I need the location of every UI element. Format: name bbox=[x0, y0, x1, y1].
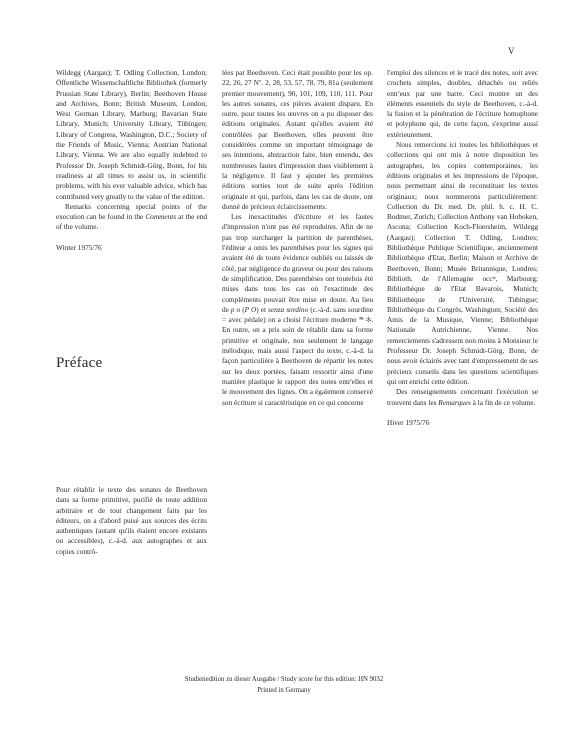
column-left-french bbox=[56, 485, 207, 557]
english-remarks-paragraph: Remarks concerning special points of the execution can be found in the Comments at the end of the volume. bbox=[56, 201, 207, 232]
printed-in-note: Printed in Germany bbox=[257, 687, 311, 694]
french-remarks-paragraph: Des renseignements concernant l'exécution se trouvent dans les Remarques à la fin de ce volume. bbox=[387, 387, 538, 407]
french-intro-paragraph: Pour rétablir le texte des sonates de Beethoven dans sa forme primitive, purifié de toute addition arbitraire et de tout changement faits par les éditeurs, on a d'abord puisé aux sources des écrits authentiques (autant qu'ils étaient encore existants ou accessibles), c.-à-d. aux autographes et aux copies contrô- bbox=[56, 485, 207, 556]
french-date: Hiver 1975/76 bbox=[387, 417, 430, 427]
comments-reference: Comments bbox=[145, 212, 177, 222]
column-right-french bbox=[387, 68, 538, 428]
french-inaccuracies-paragraph: Les inexactitudes d'écriture et les fautes d'impression n'ont pas été reproduites. Afin de ne pas trop surcharger la partition de parenthèses, l'éditeur a omis les parenthèses pour les signes qui avaient été de toute évidence oubliés ou laissés de côté, par négligence du graveur ou pour des raisons de simplification. Des parenthèses ont toutefois été mises dans tous les cas où l'exactitude des compléments pouvait être mise en doute. Au lieu de p o (P O) et senza sordino (c.-à-d. sans sourdine = avec pédale) on a choisi l'écriture moderne 𝆮 ✻. En outre, on a pris soin de rétablir dans sa forme primitive et originale, non seulement le langage mélodique, mais aussi l'aspect du texte, c.-à-d. la façon particulière à Beethoven de répartir les notes sur les deux portées, faisant ressortir ainsi d'une manière plastique le rapport des notes entr'elles et le mouvement des lignes. On a également conservé son écriture si caractéristique en ce qui concerne bbox=[222, 212, 374, 407]
study-score-note: Studienedition zu dieser Ausgabe / Study score for this edition: HN 9032 bbox=[184, 676, 384, 683]
french-sources-paragraph: lées par Beethoven. Ceci était possible pour les op. 22, 26, 27 Nº. 2, 28, 53, 57, 78, 79, 81a (seulement premier mouvement), 90, 101, 109, 110, 111. Pour les autres sonates, ces pièces avaient disparu. En outre, pour toutes les œuvres on a pu disposer des éditions originales. Autant qu'elles avaient été contrôlées par Beethoven, elles peuvent être considérées comme un important témoignage de ses intentions, abstraction faite, bien entendu, des nombreuses fautes d'impression dues visiblement à la négligence. Il faut y ajouter les premières éditions sorties tout de suite après l'édition originale et qui, parfois, dans les cas de doute, ont donné de précieux éclaircissements. bbox=[222, 68, 373, 211]
column-left-english bbox=[56, 68, 207, 253]
french-acknowledgements-paragraph: Nous remercions ici toutes les bibliothèques et collections qui ont mis à notre disposition les autographes, les copies contemporaines, les éditions originales et les impressions de l'époque, nous permettant ainsi de reconstituer les textes originaux; nous nommerons particulièrement: Collection du Dr. med. Dr. phil. h. c. H. C. Bodmer, Zurich; Collection Anthony van Hoboken, Ascona; Collection Koch-Floersheim, Wildegg (Aargau); Collection T. Odling, Londres; Bibliothèque Publique Scientifique, anciennement Bibliothèque d'Etat, Berlin; Maison et Archive de Beethoven, Bonn; Musée Britannique, Londres; Biblioth. de l'Allemagne occᵗᵉ, Marbourg; Bibliothèque de l'Etat Bavarois, Munich; Bibliothèque de l'Université, Tubingue; Bibliothèque du Congrès, Washington; Société des Amis de la Musique, Vienne; Bibliothèque Nationale Autrichienne, Vienne. Nos remerciements s'adressent non moins à Monsieur le Professeur Dr. Joseph Schmidt-Görg, Bonn, de nous avoir éclairés avec tant d'empressement de ses précieux conseils dans les questions scientifiques qui ont enrichi cette édition. bbox=[387, 140, 538, 386]
english-date: Winter 1975/76 bbox=[56, 242, 102, 252]
preface-heading: Préface bbox=[56, 355, 103, 371]
english-acknowledgements-paragraph: Wildegg (Aargau); T. Odling Collection, London; Öffentliche Wissenschaftliche Bibliothek (formerly Prussian State Library), Berlin; Beethoven House and Archives, Bonn; British Museum, London; West German Library, Marburg; Bavarian State Library, Munich; University Library, Tübingen; Library of Congress, Washington, D.C.; Society of the Friends of Music, Vienna; Austrian National Library, Vienna. We are also equally indebted to Professor Dr. Joseph Schmidt-Görg, Bonn, for his readiness at all times to assist us, in scientific problems, with his ever valuable advice, which has contributed very greatly to the value of the edition. bbox=[56, 68, 207, 201]
column-middle-french bbox=[222, 68, 373, 408]
page-number: V bbox=[508, 46, 515, 56]
french-style-paragraph: l'emploi des silences et le tracé des notes, soit avec crochets simples, doubles, détachés ou reliés entr'eux par une barre. Ceci montre un des éléments essentiels du style de Beethoven, c.-à-d. la fusion et la pénétration de l'écriture homophone et polyphone qui, de cette façon, s'exprime aussi extérieurement. bbox=[387, 68, 538, 139]
remarques-reference: Remarques bbox=[438, 397, 471, 407]
pedal-mark-icon: 𝆮 ✻ bbox=[358, 315, 372, 325]
